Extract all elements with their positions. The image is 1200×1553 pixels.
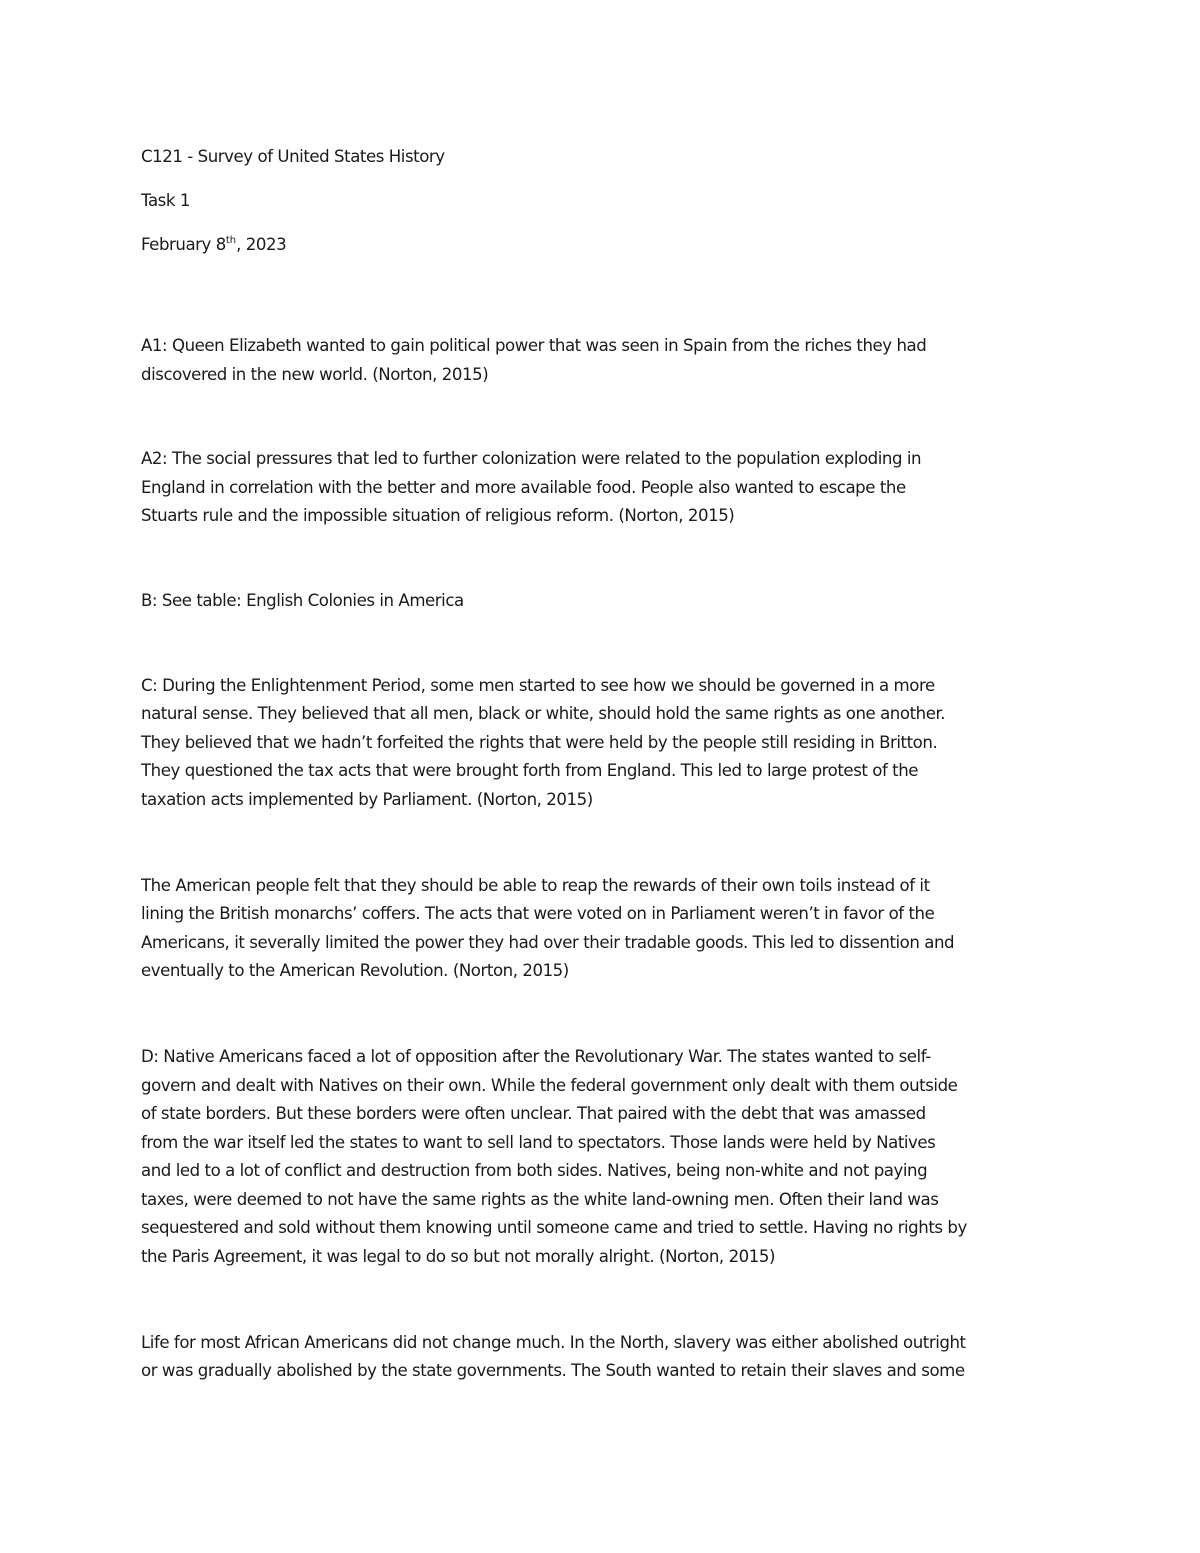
paragraph-line: C: During the Enlightenment Period, some men started to see how we should be governed in a more [141, 675, 935, 695]
paragraph-line: sequestered and sold without them knowing until someone came and tried to settle. Having no rights by [141, 1218, 967, 1238]
paragraph-line: or was gradually abolished by the state governments. The South wanted to retain their slaves and some [141, 1361, 965, 1381]
date-year: , 2023 [236, 235, 287, 254]
paragraph-line: from the war itself led the states to want to sell land to spectators. Those lands were held by Natives [141, 1132, 936, 1152]
paragraph-c [141, 672, 1066, 815]
date-month-day: February 8 [141, 235, 226, 254]
date-ordinal-suffix: th [225, 235, 237, 246]
paragraph-line: They believed that we hadn’t forfeited the rights that were held by the people still residing in Britton. [141, 732, 938, 752]
paragraph-d-continued [141, 1329, 1066, 1386]
paragraph-line: Life for most African Americans did not change much. In the North, slavery was either abolished outright [141, 1332, 966, 1352]
paragraph-line: England in correlation with the better and more available food. People also wanted to escape the [141, 477, 906, 497]
course-title: C121 - Survey of United States History [141, 147, 445, 166]
paragraph-line: taxes, were deemed to not have the same rights as the white land-owning men. Often their land was [141, 1189, 939, 1209]
paragraph-line: D: Native Americans faced a lot of opposition after the Revolutionary War. The states wanted to self- [141, 1046, 931, 1066]
paragraph-line: of state borders. But these borders were often unclear. That paired with the debt that was amassed [141, 1104, 926, 1124]
paragraph-line: B: See table: English Colonies in America [141, 590, 464, 610]
paragraph-a2 [141, 445, 1066, 531]
paragraph-line: They questioned the tax acts that were brought forth from England. This led to large protest of the [141, 761, 919, 781]
paragraph-b [141, 587, 1066, 616]
paragraph-c-continued [141, 872, 1066, 986]
document-body [141, 143, 1066, 1386]
paragraph-line: natural sense. They believed that all men, black or white, should hold the same rights as one another. [141, 704, 946, 724]
paragraph-line: the Paris Agreement, it was legal to do so but not morally alright. (Norton, 2015) [141, 1247, 776, 1267]
paragraph-line: govern and dealt with Natives on their own. While the federal government only dealt with them outside [141, 1075, 958, 1095]
paragraph-line: Stuarts rule and the impossible situation of religious reform. (Norton, 2015) [141, 506, 735, 526]
paragraph-line: and led to a lot of conflict and destruction from both sides. Natives, being non-white and not paying [141, 1161, 928, 1181]
paragraph-line: The American people felt that they should be able to reap the rewards of their own toils instead of it [141, 875, 930, 895]
paragraph-line: A2: The social pressures that led to further colonization were related to the population exploding in [141, 449, 922, 469]
paragraph-line: Americans, it severally limited the power they had over their tradable goods. This led to dissention and [141, 932, 955, 952]
paragraph-line: A1: Queen Elizabeth wanted to gain political power that was seen in Spain from the riches they had [141, 336, 927, 355]
paragraph-line: lining the British monarchs’ coffers. The acts that were voted on in Parliament weren’t in favor of the [141, 904, 935, 924]
paragraph-a1 [141, 332, 1066, 389]
paragraph-d [141, 1043, 1066, 1272]
task-label: Task 1 [141, 191, 190, 210]
paragraph-line: discovered in the new world. (Norton, 2015) [141, 364, 489, 384]
paragraph-line: eventually to the American Revolution. (Norton, 2015) [141, 961, 569, 981]
document-date [141, 231, 1066, 262]
paragraph-line: taxation acts implemented by Parliament. (Norton, 2015) [141, 789, 593, 809]
